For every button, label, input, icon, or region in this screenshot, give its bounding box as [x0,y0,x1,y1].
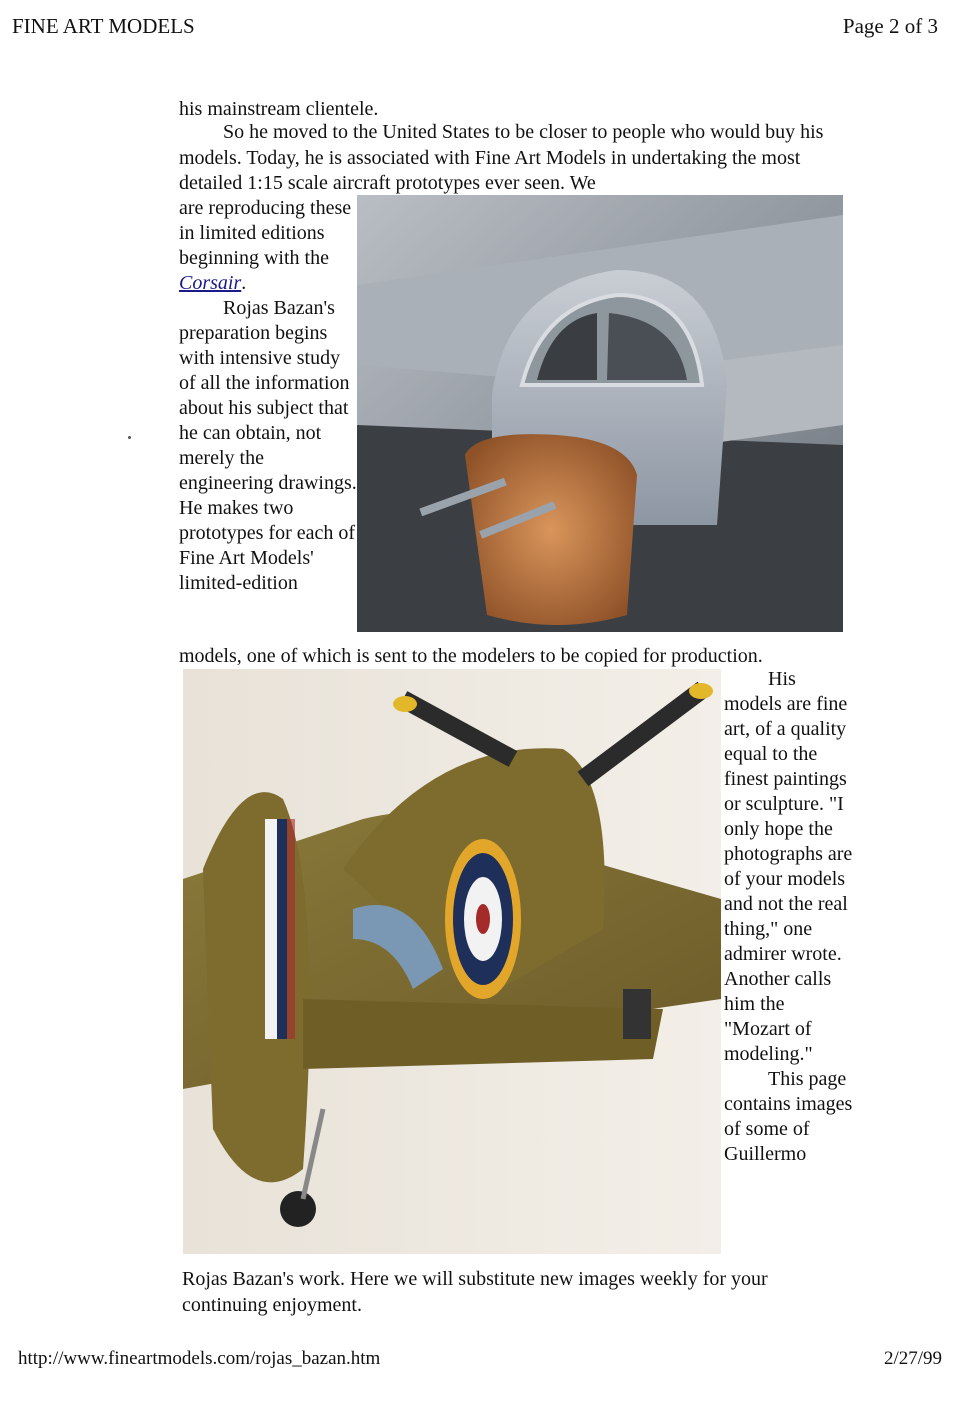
article-text: his mainstream clientele. [179,98,379,120]
article-para-2 [179,120,839,197]
article-text: Rojas Bazan's work. Here we will substitute new images weekly for your continuing enjoyment. [182,1268,768,1316]
article-full-line [179,644,879,670]
page-url: http://www.fineartmodels.com/rojas_bazan.htm [18,1348,381,1369]
left-column-text [179,196,359,596]
article-text: . [241,272,247,294]
right-column-text [724,667,854,1167]
spitfire-model-photo [183,669,721,1254]
article-closing [182,1267,842,1318]
article-text: are reproducing these in limited editions beginning with the [179,197,352,269]
article-line-1 [179,97,879,123]
article-text: models, one of which is sent to the modelers to be copied for production. [179,645,763,667]
aircraft-nose-model-photo [357,195,843,632]
scan-speck [128,436,131,439]
print-date: 2/27/99 [883,1348,942,1369]
article-text: So he moved to the United States to be closer to people who would buy his models. Today, he is associated with Fine Art Models in undertaking the most detailed 1:15 scale aircraft prototypes ever seen. We [179,121,824,194]
corsair-link[interactable]: Corsair [179,272,242,294]
page-indicator: Page 2 of 3 [842,14,938,38]
site-name: FINE ART MODELS [12,14,195,38]
article-text: This page contains images of some of Guillermo [724,1068,853,1165]
article-text: Rojas Bazan's preparation begins with intensive study of all the information about his subject that he can obtain, not merely the engineering drawings. He makes two prototypes for each of Fine Art Models' limited-edition [179,297,357,594]
article-text: His models are fine art, of a quality equal to the finest paintings or sculpture. "I only hope the photographs are of your models and not the real thing," one admirer wrote. Another calls him the "Mozart of modeling." [724,668,853,1065]
